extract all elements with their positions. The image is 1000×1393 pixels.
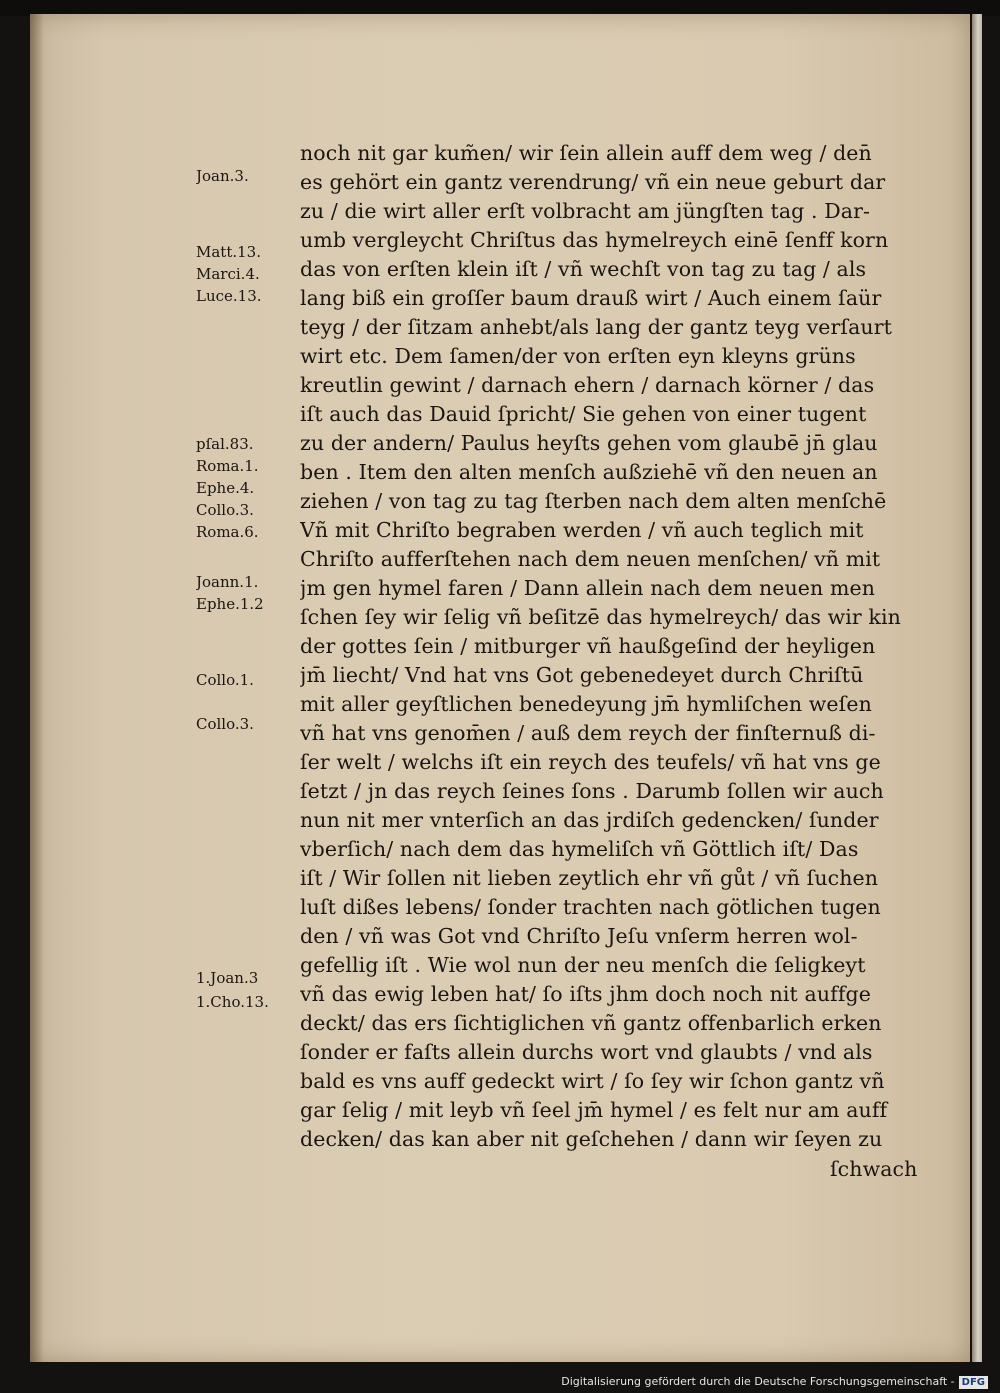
text-line: iſt / Wir ſollen nit lieben zeytlich ehr vñ gůt / vñ ſuchen <box>300 866 879 890</box>
marginal-note: Matt.13. <box>196 243 261 261</box>
dfg-logo: DFG <box>959 1376 988 1389</box>
text-line: ziehen / von tag zu tag ſterben nach dem alten menſchē <box>300 489 887 513</box>
marginal-note: Joann.1. <box>196 573 259 591</box>
text-line: ſchen ſey wir ſelig vñ beſitzē das hymelreych/ das wir kin <box>300 605 901 629</box>
text-line: ſonder er faſts allein durchs wort vnd glaubts / vnd als <box>300 1040 873 1064</box>
text-line: vñ hat vns genom̄en / auß dem reych der finſternuß di- <box>300 721 876 745</box>
text-line: das von erſten klein iſt / vñ wechſt von tag zu tag / als <box>300 257 867 281</box>
text-line: zu der andern/ Paulus heyſts gehen vom glaubē jn̄ glau <box>300 431 878 455</box>
marginal-note: 1.Cho.13. <box>196 993 269 1011</box>
text-line: den / vñ was Got vnd Chriſto Jeſu vnſerm herren wol- <box>300 924 858 948</box>
text-line: vñ das ewig leben hat/ ſo iſts jhm doch noch nit auffge <box>300 982 871 1006</box>
digitization-credit <box>561 1374 988 1390</box>
text-line: noch nit gar kum̃en/ wir ſein allein auff dem weg / den̄ <box>300 141 872 165</box>
text-line: lang biß ein groſſer baum drauß wirt / Auch einem ſaür <box>300 286 882 310</box>
text-line: mit aller geyſtlichen benedeyung jm̄ hymliſchen weſen <box>300 692 872 716</box>
marginal-note: Collo.3. <box>196 501 254 519</box>
text-line: luſt dißes lebens/ ſonder trachten nach götlichen tugen <box>300 895 881 919</box>
marginal-note: Collo.1. <box>196 671 254 689</box>
text-line: gefellig iſt . Wie wol nun der neu menſch die ſeligkeyt <box>300 953 866 977</box>
text-line: gar ſelig / mit leyb vñ ſeel jm̄ hymel / es felt nur am auff <box>300 1098 888 1122</box>
marginal-note: Ephe.1.2 <box>196 595 264 613</box>
text-line: ſetzt / jn das reych ſeines ſons . Darumb ſollen wir auch <box>300 779 884 803</box>
marginal-note: Roma.1. <box>196 457 259 475</box>
text-line: zu / die wirt aller erſt volbracht am jüngſten tag . Dar- <box>300 199 870 223</box>
text-line: vberſich/ nach dem das hymeliſch vñ Göttlich iſt/ Das <box>300 837 859 861</box>
text-line: kreutlin gewint / darnach ehern / darnach körner / das <box>300 373 875 397</box>
text-line: es gehört ein gantz verendrung/ vñ ein neue geburt dar <box>300 170 886 194</box>
text-line: deckt/ das ers ſichtiglichen vñ gantz offenbarlich erken <box>300 1011 882 1035</box>
marginal-note: Ephe.4. <box>196 479 255 497</box>
text-line: wirt etc. Dem ſamen/der von erſten eyn kleyns grüns <box>300 344 856 368</box>
credit-text: Digitalisierung gefördert durch die Deutsche Forschungsgemeinschaft - <box>561 1375 955 1388</box>
marginal-note: Roma.6. <box>196 523 259 541</box>
text-line: iſt auch das Dauid ſpricht/ Sie gehen von einer tugent <box>300 402 867 426</box>
marginal-note: 1.Joan.3 <box>196 969 259 987</box>
text-line: ſer welt / welchs iſt ein reych des teufels/ vñ hat vns ge <box>300 750 881 774</box>
text-line: bald es vns auff gedeckt wirt / ſo ſey wir ſchon gantz vñ <box>300 1069 885 1093</box>
text-line: der gottes ſein / mitburger vñ haußgeſind der heyligen <box>300 634 876 658</box>
text-line: decken/ das kan aber nit geſchehen / dann wir ſeyen zu <box>300 1127 883 1151</box>
marginal-note: Collo.3. <box>196 715 254 733</box>
text-line: nun nit mer vnterſich an das jrdiſch gedencken/ ſunder <box>300 808 879 832</box>
text-line: jm gen hymel faren / Dann allein nach dem neuen men <box>300 576 876 600</box>
marginal-note: Luce.13. <box>196 287 262 305</box>
marginal-note: Joan.3. <box>196 167 249 185</box>
text-line: umb vergleycht Chriſtus das hymelreych einē ſenff korn <box>300 228 889 252</box>
text-line: Chriſto aufferſtehen nach dem neuen menſchen/ vñ mit <box>300 547 881 571</box>
catchword: ſchwach <box>830 1157 918 1181</box>
text-line: ben . Item den alten menſch außziehē vñ den neuen an <box>300 460 878 484</box>
text-line: Vñ mit Chriſto begraben werden / vñ auch teglich mit <box>300 518 864 542</box>
text-line: teyg / der ſitzam anhebt/als lang der gantz teyg verſaurt <box>300 315 892 339</box>
text-line: jm̄ liecht/ Vnd hat vns Got gebenedeyet durch Chriſtū <box>300 663 864 687</box>
marginal-note: Marci.4. <box>196 265 260 283</box>
marginal-note: pſal.83. <box>196 435 254 453</box>
